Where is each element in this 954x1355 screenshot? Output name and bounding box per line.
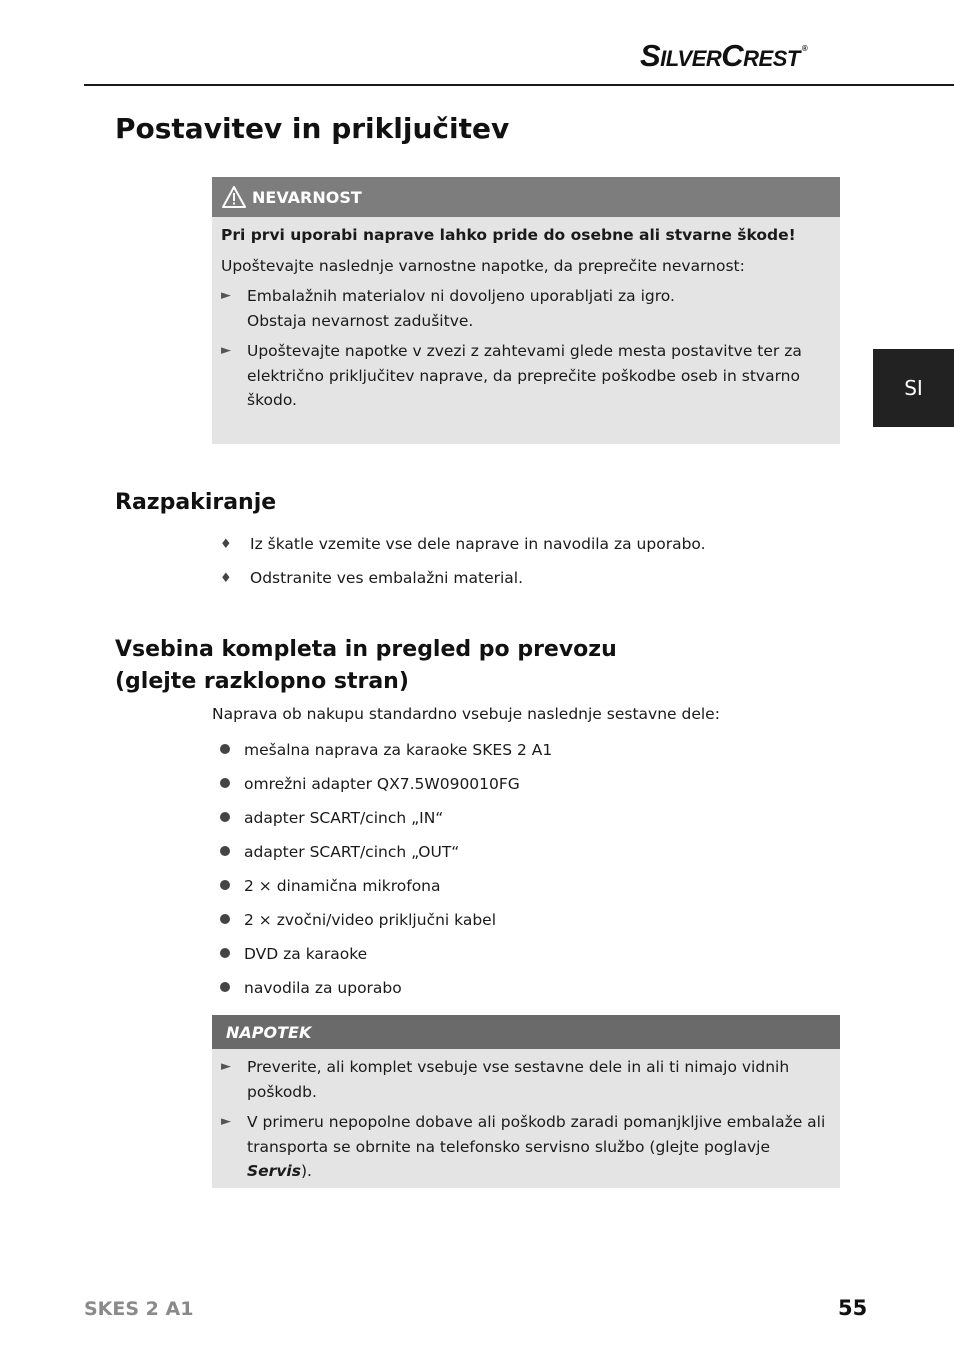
arrow-bullet-icon: ► xyxy=(221,288,231,303)
danger-box xyxy=(212,177,840,444)
list-item: ♦ Iz škatle vzemite vse dele naprave in navodila za uporabo. xyxy=(220,535,706,553)
danger-lead: Pri prvi uporabi naprave lahko pride do osebne ali stvarne škode! xyxy=(221,226,796,244)
note-box xyxy=(212,1015,840,1188)
danger-box-header xyxy=(212,177,840,217)
danger-heading: NEVARNOST xyxy=(252,187,362,207)
language-tab xyxy=(873,349,954,427)
section-heading-contents: Vsebina kompleta in pregled po prevozu (glejte razklopno stran) xyxy=(115,637,617,694)
header-rule xyxy=(84,84,954,86)
page-title: Postavitev in priključitev xyxy=(115,112,510,145)
language-tab-label: SI xyxy=(904,376,923,400)
note-heading: NAPOTEK xyxy=(226,1022,312,1042)
list-item: DVD za karaoke xyxy=(220,937,552,971)
list-item: 2 × dinamična mikrofona xyxy=(220,869,552,903)
dot-bullet-icon xyxy=(220,744,230,754)
brand-logo: SilverCrest ® xyxy=(640,38,808,73)
danger-item-text: Embalažnih materialov ni dovoljeno uporabljati za igro. xyxy=(247,287,675,305)
danger-intro: Upoštevajte naslednje varnostne napotke, da preprečite nevarnost: xyxy=(221,256,745,275)
list-item: 2 × zvočni/video priključni kabel xyxy=(220,903,552,937)
arrow-bullet-icon: ► xyxy=(221,1114,231,1129)
diamond-bullet-icon: ♦ xyxy=(220,536,232,552)
note-item-text: Preverite, ali komplet vsebuje vse sestavne dele in ali ti nimajo vidnih poškodb. xyxy=(247,1058,790,1101)
contents-intro: Naprava ob nakupu standardno vsebuje naslednje sestavne dele: xyxy=(212,705,720,723)
dot-bullet-icon xyxy=(220,914,230,924)
danger-item xyxy=(221,284,830,333)
dot-bullet-icon xyxy=(220,982,230,992)
danger-item xyxy=(221,339,830,413)
dot-bullet-icon xyxy=(220,880,230,890)
list-item: navodila za uporabo xyxy=(220,971,552,1005)
note-box-header xyxy=(212,1015,840,1049)
dot-bullet-icon xyxy=(220,812,230,822)
list-item: ♦ Odstranite ves embalažni material. xyxy=(220,569,524,587)
note-item xyxy=(221,1110,830,1184)
warning-triangle-icon xyxy=(222,186,246,208)
arrow-bullet-icon: ► xyxy=(221,1059,231,1074)
note-item-text: V primeru nepopolne dobave ali poškodb zaradi pomanjkljive embalaže ali transporta se obrnite na telefonsko servisno službo (glejte poglavje Servis). xyxy=(247,1113,826,1180)
footer-model: SKES 2 A1 xyxy=(84,1298,194,1320)
list-item: adapter SCART/cinch „IN“ xyxy=(220,801,552,835)
dot-bullet-icon xyxy=(220,778,230,788)
list-item: adapter SCART/cinch „OUT“ xyxy=(220,835,552,869)
note-item xyxy=(221,1055,830,1104)
arrow-bullet-icon: ► xyxy=(221,343,231,358)
contents-list xyxy=(220,733,552,1005)
dot-bullet-icon xyxy=(220,846,230,856)
list-item: omrežni adapter QX7.5W090010FG xyxy=(220,767,552,801)
section-heading-unpacking: Razpakiranje xyxy=(115,490,277,515)
dot-bullet-icon xyxy=(220,948,230,958)
list-item: mešalna naprava za karaoke SKES 2 A1 xyxy=(220,733,552,767)
danger-item-text: Obstaja nevarnost zadušitve. xyxy=(247,311,474,330)
danger-item-text: Upoštevajte napotke v zvezi z zahtevami glede mesta postavitve ter za električno priključitev naprave, da preprečite poškodbe oseb in stvarno škodo. xyxy=(247,342,802,409)
page-number: 55 xyxy=(838,1296,868,1320)
diamond-bullet-icon: ♦ xyxy=(220,570,232,586)
unpacking-list xyxy=(220,527,706,595)
